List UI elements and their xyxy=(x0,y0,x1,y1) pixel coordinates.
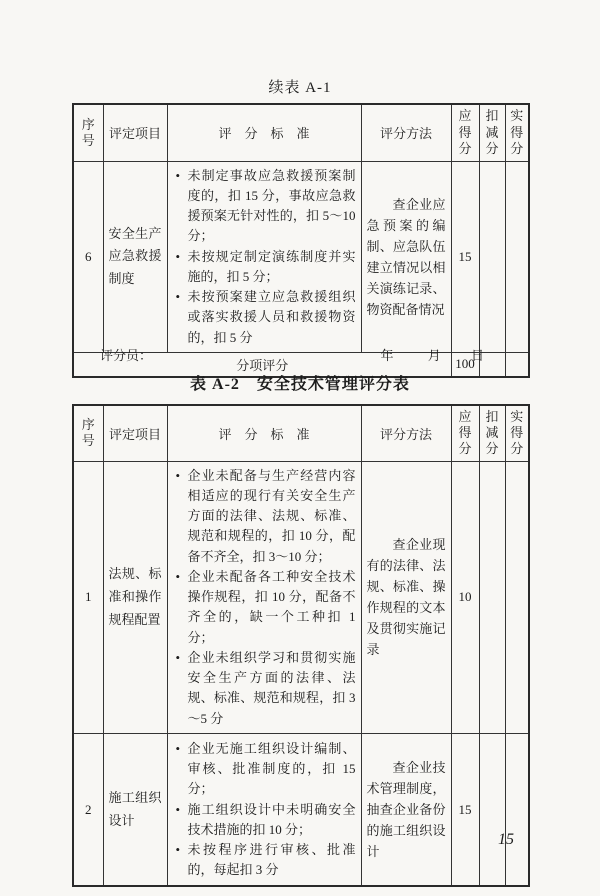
col-header-actual-score-label: 实得分 xyxy=(510,108,524,156)
criteria-text: 未制定事故应急救援预案制度的，扣 15 分，事故应急救援预案无针对性的，扣 5～10 分； xyxy=(187,167,356,244)
deduct-score-cell xyxy=(479,161,505,352)
seq-cell: 1 xyxy=(73,461,103,733)
criteria-text: 企业未组织学习和贯彻实施安全生产方面的法律、法规、标准、规范和规程，扣 3～5 分 xyxy=(187,649,356,726)
col-header-criteria-label: 评 分 标 准 xyxy=(218,126,310,142)
criteria-text: 企业未配备各工种安全技术操作规程，扣 10 分，配备不齐全的，缺一个工种扣 1 分； xyxy=(187,568,356,645)
criteria-bullet xyxy=(175,648,356,729)
col-header-method-label: 评分方法 xyxy=(379,426,432,442)
criteria-bullet xyxy=(175,840,356,881)
col-header-item-label: 评定项目 xyxy=(108,426,161,442)
year-label: 年 xyxy=(380,348,394,363)
bullet-marker: • xyxy=(175,649,181,665)
bullet-marker: • xyxy=(175,248,181,264)
due-score-cell: 15 xyxy=(451,161,479,352)
col-header-method-label: 评分方法 xyxy=(379,126,432,142)
criteria-bullet xyxy=(175,567,356,648)
criteria-text: 企业无施工组织设计编制、审核、批准制度的，扣 15 分； xyxy=(187,740,356,797)
bullet-marker: • xyxy=(175,740,181,756)
method-cell xyxy=(361,161,451,352)
table-row xyxy=(73,733,529,886)
seq-cell: 6 xyxy=(73,161,103,352)
scorer-label: 评分员： xyxy=(100,348,153,363)
col-header-actual-score-label: 实得分 xyxy=(510,408,524,457)
criteria-bullet xyxy=(175,466,356,567)
criteria-bullet xyxy=(175,287,356,348)
col-header-due-score-label: 应得分 xyxy=(458,108,472,156)
table-a1 xyxy=(72,103,530,378)
method-text: 查企业应急预案的编制、应急队伍建立情况以相关演练记录、物资配备情况 xyxy=(366,196,446,317)
subtotal-due-score-cell: 100 xyxy=(451,352,479,377)
subtotal-label-cell: 分项评分 xyxy=(73,352,451,377)
item-cell: 法规、标准和操作规程配置 xyxy=(103,461,167,733)
item-cell: 施工组织设计 xyxy=(103,733,167,886)
col-header-due-score xyxy=(451,104,479,161)
table-a2-title: 表 A-2 安全技术管理评分表 xyxy=(190,376,410,393)
date-fields xyxy=(380,345,484,364)
col-header-method xyxy=(361,104,451,161)
table-row xyxy=(73,461,529,733)
criteria-text: 未按程序进行审核、批准的，每起扣 3 分 xyxy=(187,842,356,878)
col-header-due-score xyxy=(451,405,479,461)
actual-score-cell xyxy=(505,461,529,733)
criteria-bullet xyxy=(175,739,356,800)
bullet-marker: • xyxy=(175,467,181,483)
month-label: 月 xyxy=(427,348,441,363)
bullet-marker: • xyxy=(175,842,181,858)
seq-cell: 2 xyxy=(73,733,103,886)
table-a2 xyxy=(72,404,530,887)
col-header-deduct-score-label: 扣减分 xyxy=(485,108,499,156)
col-header-item xyxy=(103,104,167,161)
bullet-marker: • xyxy=(175,801,181,817)
col-header-deduct-score xyxy=(479,405,505,461)
item-cell: 安全生产应急救援制度 xyxy=(103,161,167,352)
criteria-text: 未按规定制定演练制度并实施的，扣 5 分； xyxy=(187,248,356,284)
due-score-cell: 10 xyxy=(451,461,479,733)
method-text: 查企业技术管理制度，抽查企业备份的施工组织设计 xyxy=(366,760,446,860)
col-header-item xyxy=(103,405,167,461)
bullet-marker: • xyxy=(175,167,181,183)
deduct-score-cell xyxy=(479,461,505,733)
col-header-criteria xyxy=(167,104,361,161)
criteria-cell xyxy=(167,733,361,886)
day-label: 日 xyxy=(470,348,484,363)
criteria-text: 未按预案建立应急救援组织或落实救援人员和救援物资的，扣 5 分 xyxy=(187,289,356,345)
col-header-no-label: 序号 xyxy=(81,116,95,148)
bullet-marker: • xyxy=(175,289,181,305)
col-header-actual-score xyxy=(505,104,529,161)
table-row xyxy=(73,161,529,352)
criteria-cell xyxy=(167,461,361,733)
col-header-actual-score xyxy=(505,405,529,461)
col-header-criteria xyxy=(167,405,361,461)
method-text: 查企业现有的法律、法规、标准、操作规程的文本及贯彻实施记录 xyxy=(366,537,446,658)
table-a1-header-row xyxy=(73,104,529,161)
col-header-no xyxy=(73,405,103,461)
criteria-text: 企业未配备与生产经营内容相适应的现行有关安全生产方面的法律、法规、标准、规范和规程的，扣 10 分，配备不齐全，扣 3～10 分； xyxy=(187,467,356,564)
col-header-deduct-score-label: 扣减分 xyxy=(485,408,499,457)
table-a1-continued-title: 续表 A-1 xyxy=(268,80,332,96)
col-header-no xyxy=(73,104,103,161)
criteria-bullet xyxy=(175,166,356,247)
page-number: 15 xyxy=(498,831,514,848)
deduct-score-cell xyxy=(479,733,505,886)
table-a2-header-row xyxy=(73,405,529,461)
col-header-item-label: 评定项目 xyxy=(108,126,161,142)
col-header-deduct-score xyxy=(479,104,505,161)
due-score-cell: 15 xyxy=(451,733,479,886)
criteria-text: 施工组织设计中未明确安全技术措施的扣 10 分； xyxy=(187,801,356,837)
col-header-method xyxy=(361,405,451,461)
actual-score-cell xyxy=(505,733,529,886)
method-cell xyxy=(361,461,451,733)
col-header-criteria-label: 评 分 标 准 xyxy=(218,426,310,442)
col-header-due-score-label: 应得分 xyxy=(458,408,472,457)
signature-line xyxy=(72,345,528,364)
criteria-bullet xyxy=(175,800,356,841)
actual-score-cell xyxy=(505,161,529,352)
criteria-cell xyxy=(167,161,361,352)
col-header-no-label: 序号 xyxy=(81,417,95,449)
criteria-bullet xyxy=(175,247,356,288)
method-cell xyxy=(361,733,451,886)
bullet-marker: • xyxy=(175,568,181,584)
